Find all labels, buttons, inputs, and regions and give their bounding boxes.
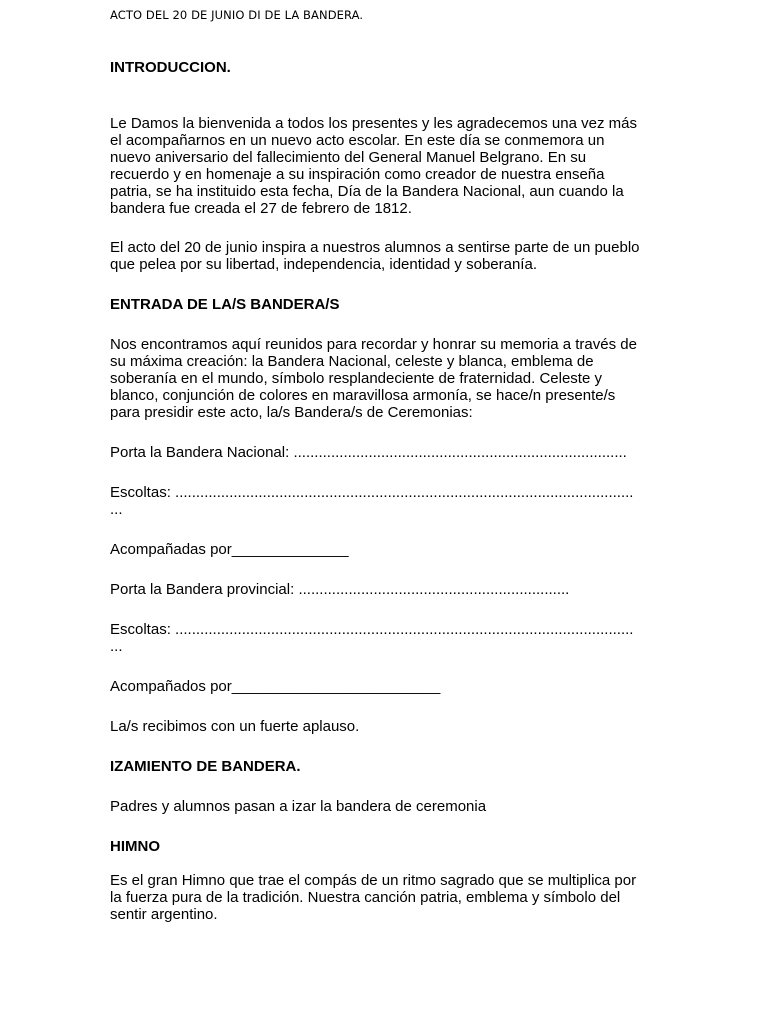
text-line: sentir argentino. <box>110 906 218 923</box>
escoltas-provincial <box>110 621 662 655</box>
text-line: el acompañarnos en un nuevo acto escolar. En este día se conmemora un <box>110 132 605 149</box>
text-line: que pelea por su libertad, independencia, identidad y soberanía. <box>110 256 537 273</box>
himno-paragraph <box>110 872 662 923</box>
porta-bandera-provincial: Porta la Bandera provincial: ................................................................. <box>110 581 570 598</box>
intro-paragraph-1 <box>110 115 662 217</box>
porta-bandera-nacional: Porta la Bandera Nacional: ................................................................................ <box>110 444 627 461</box>
escoltas-nacional <box>110 484 662 518</box>
text-line: recuerdo y en homenaje a su inspiración como creador de nuestra enseña <box>110 166 605 183</box>
text-line: su máxima creación: la Bandera Nacional, celeste y blanca, emblema de <box>110 353 594 370</box>
introduccion-heading: INTRODUCCION. <box>110 59 231 76</box>
entrada-heading: ENTRADA DE LA/S BANDERA/S <box>110 296 340 313</box>
text-line: bandera fue creada el 27 de febrero de 1812. <box>110 200 412 217</box>
text-line: Nos encontramos aquí reunidos para recordar y honrar su memoria a través de <box>110 336 637 353</box>
izamiento-heading: IZAMIENTO DE BANDERA. <box>110 758 301 775</box>
document-header: ACTO DEL 20 DE JUNIO DI DE LA BANDERA. <box>110 8 364 22</box>
text-line: El acto del 20 de junio inspira a nuestros alumnos a sentirse parte de un pueblo <box>110 239 640 256</box>
text-line: patria, se ha instituido esta fecha, Día de la Bandera Nacional, aun cuando la <box>110 183 624 200</box>
text-line: Escoltas: .............................................................................................................. <box>110 484 634 501</box>
text-line: Le Damos la bienvenida a todos los presentes y les agradecemos una vez más <box>110 115 637 132</box>
himno-heading: HIMNO <box>110 838 160 855</box>
text-line: la fuerza pura de la tradición. Nuestra canción patria, emblema y símbolo del <box>110 889 621 906</box>
izamiento-text: Padres y alumnos pasan a izar la bandera de ceremonia <box>110 798 487 815</box>
recibimos-aplauso: La/s recibimos con un fuerte aplauso. <box>110 718 360 735</box>
text-line: Es el gran Himno que trae el compás de un ritmo sagrado que se multiplica por <box>110 872 637 889</box>
text-line: blanco, conjunción de colores en maravillosa armonía, se hace/n presente/s <box>110 387 616 404</box>
entrada-paragraph <box>110 336 662 421</box>
text-line: nuevo aniversario del fallecimiento del General Manuel Belgrano. En su <box>110 149 587 166</box>
text-line: para presidir este acto, la/s Bandera/s de Ceremonias: <box>110 404 473 421</box>
acompanadas-por: Acompañadas por______________ <box>110 541 349 558</box>
acompanados-por: Acompañados por_________________________ <box>110 678 441 695</box>
intro-paragraph-2 <box>110 239 662 273</box>
text-line: ... <box>110 638 123 655</box>
text-line: Escoltas: .............................................................................................................. <box>110 621 634 638</box>
text-line: soberanía en el mundo, símbolo resplandeciente de fraternidad. Celeste y <box>110 370 602 387</box>
text-line: ... <box>110 501 123 518</box>
